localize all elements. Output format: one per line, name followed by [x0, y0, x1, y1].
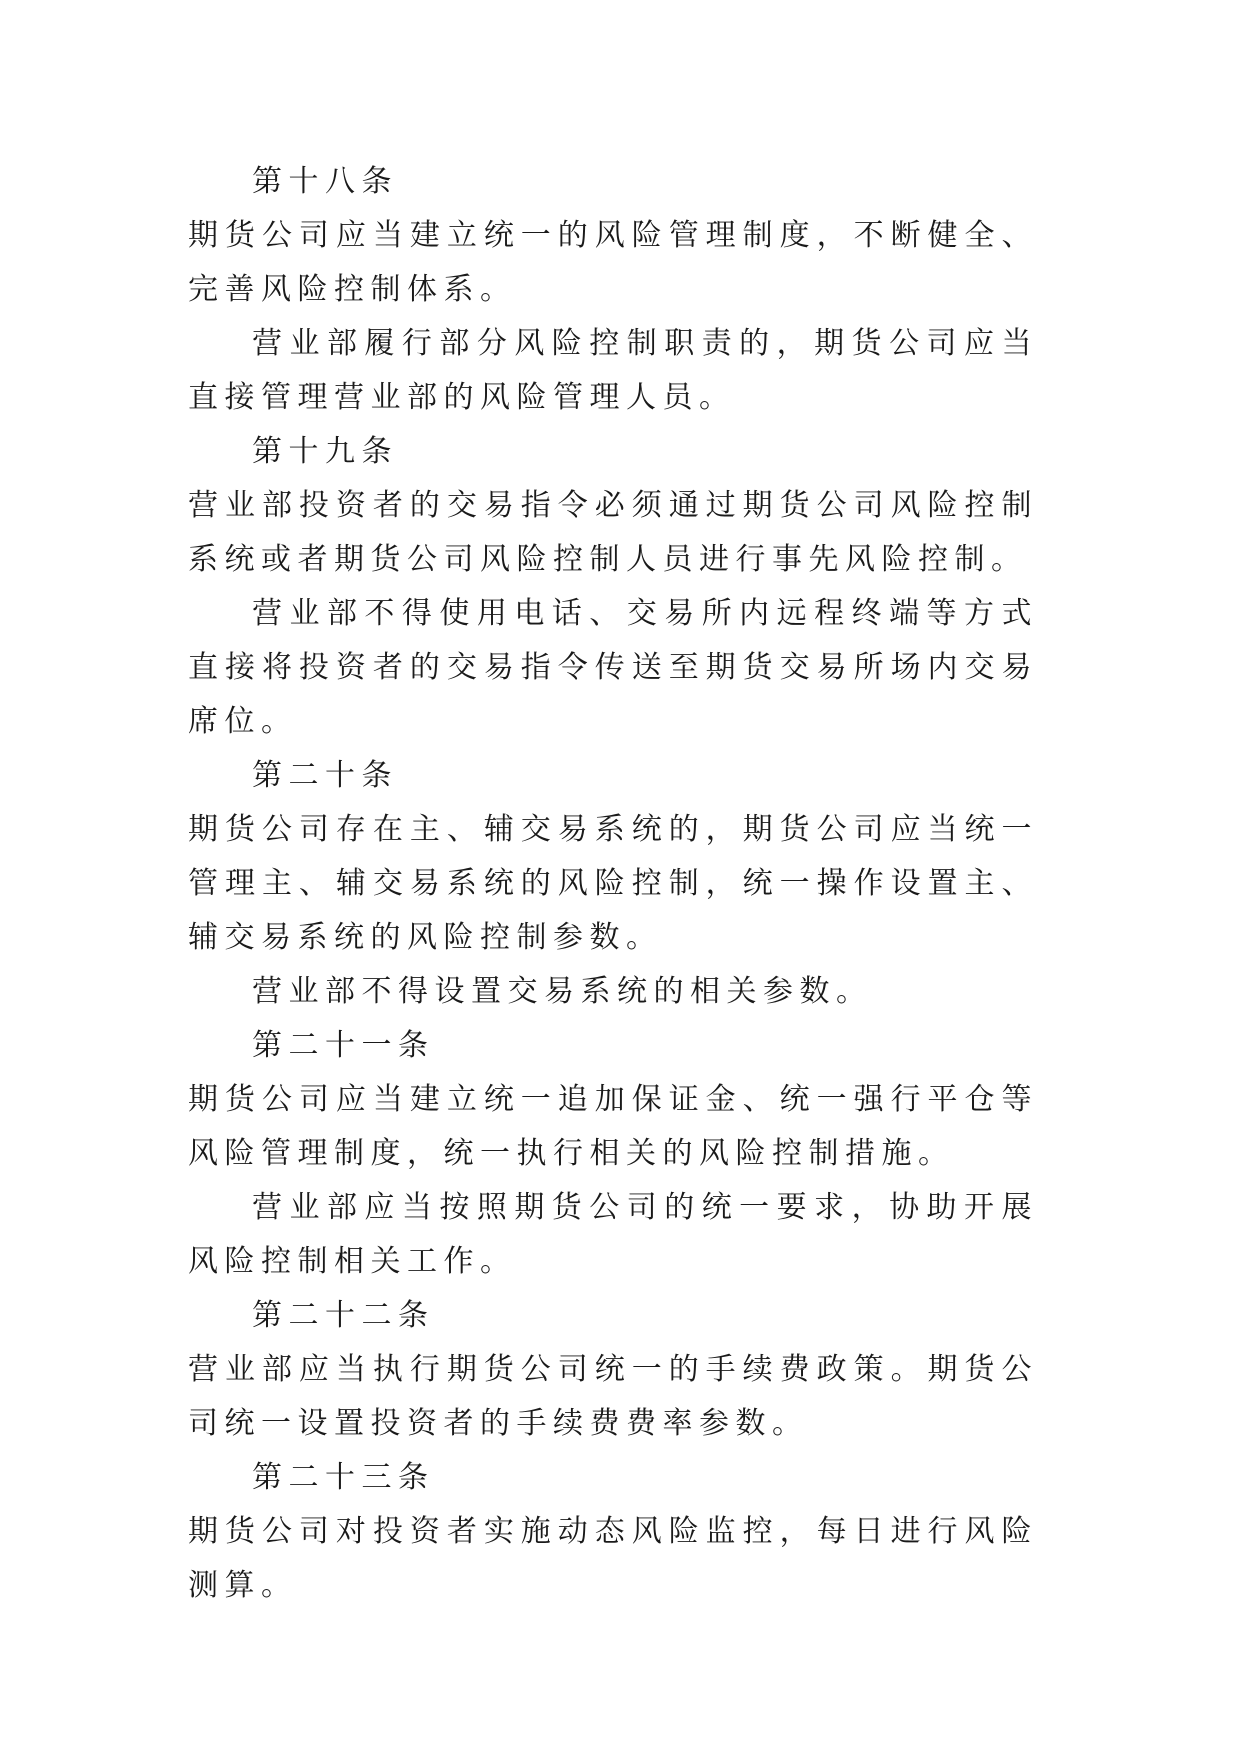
article-20: [188, 749, 1038, 1019]
article-title: 第二十条: [252, 758, 398, 793]
article-title: 第二十二条: [252, 1298, 435, 1333]
article-title: 第二十三条: [252, 1460, 435, 1495]
paragraph: 期货公司应当建立统一追加保证金、统一强行平仓等风险管理制度，统一执行相关的风险控制措施。: [188, 1082, 1038, 1171]
paragraph: 期货公司存在主、辅交易系统的，期货公司应当统一管理主、辅交易系统的风险控制，统一操作设置主、辅交易系统的风险控制参数。: [188, 812, 1038, 955]
paragraph: 营业部投资者的交易指令必须通过期货公司风险控制系统或者期货公司风险控制人员进行事先风险控制。: [188, 488, 1038, 577]
article-19: [188, 425, 1038, 749]
paragraph: 营业部应当按照期货公司的统一要求，协助开展风险控制相关工作。: [188, 1190, 1038, 1279]
document-body: [188, 155, 1038, 1613]
article-21: [188, 1019, 1038, 1289]
paragraph: 营业部履行部分风险控制职责的，期货公司应当直接管理营业部的风险管理人员。: [188, 326, 1038, 415]
article-title: 第十九条: [252, 434, 398, 469]
article-title: 第十八条: [252, 164, 398, 199]
paragraph: 营业部不得使用电话、交易所内远程终端等方式直接将投资者的交易指令传送至期货交易所场内交易席位。: [188, 596, 1038, 739]
article-18: [188, 155, 1038, 425]
paragraph: 营业部不得设置交易系统的相关参数。: [252, 974, 873, 1009]
paragraph: 期货公司对投资者实施动态风险监控，每日进行风险测算。: [188, 1514, 1038, 1603]
article-22: [188, 1289, 1038, 1451]
article-title: 第二十一条: [252, 1028, 435, 1063]
paragraph: 营业部应当执行期货公司统一的手续费政策。期货公司统一设置投资者的手续费费率参数。: [188, 1352, 1038, 1441]
paragraph: 期货公司应当建立统一的风险管理制度，不断健全、完善风险控制体系。: [188, 218, 1038, 307]
article-23: [188, 1451, 1038, 1613]
